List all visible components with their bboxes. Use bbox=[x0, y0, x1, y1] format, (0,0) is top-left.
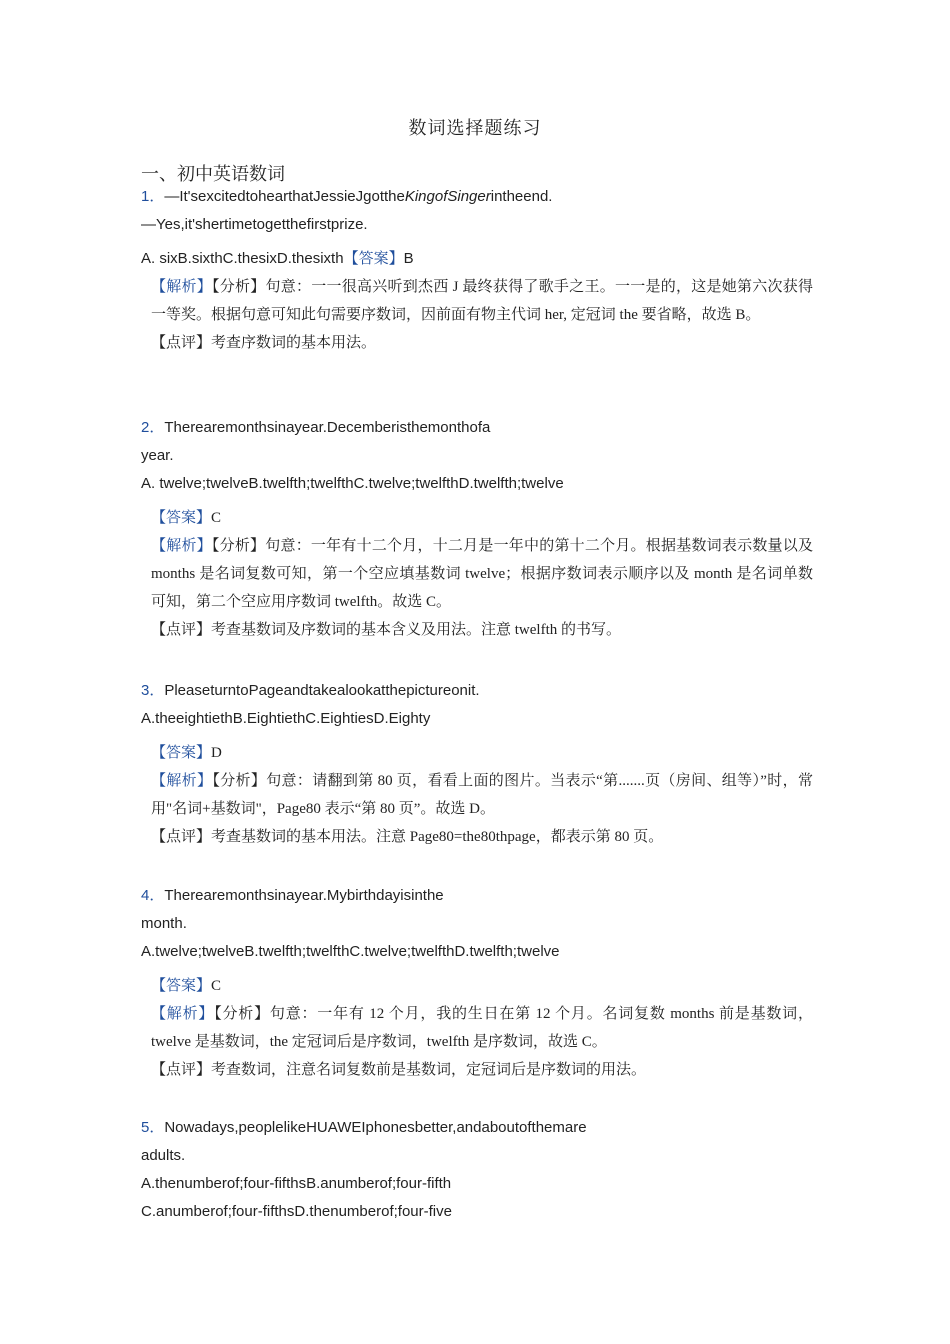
question-3: 3．PleaseturntoPageandtakealookatthepictureonit. A.theeightiethB.EightiethC.EightiesD.Eighty 【答案】D 【解析】【分析】句意：请翻到第 80 页，看看上面的图片。当表示“第.......页（房间、组等）”时，常用"名词+基数词"，Page80 表示“第 80 页”。故选 D。 【点评】考查基数词的基本用法。注意 Page80=the80thpage，都表示第 80 页。 bbox=[141, 677, 813, 851]
question-number: 1． bbox=[141, 188, 165, 205]
analysis: 【解析】【分析】句意：请翻到第 80 页，看看上面的图片。当表示“第.......页（房间、组等）”时，常用"名词+基数词"，Page80 表示“第 80 页”。故选 D。 bbox=[151, 773, 813, 817]
section-heading: 一、初中英语数词 bbox=[141, 164, 285, 184]
question-2: 2．Therearemonthsinayear.Decemberisthemonthofa year. A. twelve;twelveB.twelfth;twelfthC.twelve;twelfthD.twelfth;twelve 【答案】C 【解析】【分析】句意：一年有十二个月，十二月是一年中的第十二个月。根据基数词表示数量以及 months 是名词复数可知，第一个空应填基数词 twelve；根据序数词表示顺序以及 month 是名词单数可知，第二个空应用序数词 twelfth。故选 C。 【点评】考查基数词及序数词的基本含义及用法。注意 twelfth 的书写。 bbox=[141, 414, 813, 644]
review: 【点评】考查基数词及序数词的基本含义及用法。注意 twelfth 的书写。 bbox=[151, 622, 622, 638]
options: A.theeightiethB.EightiethC.EightiesD.Eighty bbox=[141, 710, 431, 727]
question-number: 4． bbox=[141, 887, 165, 904]
question-number: 5． bbox=[141, 1119, 165, 1136]
question-5: 5．Nowadays,peoplelikeHUAWEIphonesbetter,andaboutofthemare adults. A.thenumberof;four-fifthsB.anumberof;four-fifth C.anumberof;four-fifthsD.thenumberof;four-five bbox=[141, 1114, 813, 1226]
answer: 【答案】C bbox=[151, 510, 222, 526]
options: A.twelve;twelveB.twelfth;twelfthC.twelve;twelfthD.twelfth;twelve bbox=[141, 943, 560, 960]
answer: 【答案】D bbox=[151, 745, 222, 761]
options: C.anumberof;four-fifthsD.thenumberof;four-five bbox=[141, 1203, 452, 1220]
review: 【点评】考查序数词的基本用法。 bbox=[151, 335, 377, 351]
question-1: 1．—It'sexcitedtohearthatJessieJgottheKingofSingerintheend. —Yes,it'shertimetogetthefirstprize. A. sixB.sixthC.thesixD.thesixth【答案】B 【解析】【分析】句意：一一很高兴听到杰西 J 最终获得了歌手之王。一一是的，这是她第六次获得一等奖。根据句意可知此句需要序数词，因前面有物主代词 her, 定冠词 the 要省略，故选 B。 【点评】考查序数词的基本用法。 bbox=[141, 183, 813, 357]
question-number: 2． bbox=[141, 419, 165, 436]
review: 【点评】考查数词，注意名词复数前是基数词，定冠词后是序数词的用法。 bbox=[151, 1062, 647, 1078]
options: A. twelve;twelveB.twelfth;twelfthC.twelve;twelfthD.twelfth;twelve bbox=[141, 475, 564, 492]
answer: 【答案】C bbox=[151, 978, 222, 994]
options: A.thenumberof;four-fifthsB.anumberof;four-fifth bbox=[141, 1175, 452, 1192]
question-number: 3． bbox=[141, 682, 165, 699]
analysis: 【解析】【分析】句意：一一很高兴听到杰西 J 最终获得了歌手之王。一一是的，这是她第六次获得一等奖。根据句意可知此句需要序数词，因前面有物主代词 her, 定冠词 the 要省略，故选 B。 bbox=[151, 279, 813, 323]
options: A. sixB.sixthC.thesixD.thesixth【答案】B bbox=[141, 250, 414, 267]
page-title: 数词选择题练习 bbox=[408, 118, 542, 138]
review: 【点评】考查基数词的基本用法。注意 Page80=the80thpage，都表示第 80 页。 bbox=[151, 829, 664, 845]
analysis: 【解析】【分析】句意：一年有 12 个月，我的生日在第 12 个月。名词复数 months 前是基数词，twelve 是基数词，the 定冠词后是序数词，twelfth 是序数词，故选 C。 bbox=[151, 1006, 813, 1050]
question-4: 4．Therearemonthsinayear.Mybirthdayisinthe month. A.twelve;twelveB.twelfth;twelfthC.twelve;twelfthD.twelfth;twelve 【答案】C 【解析】【分析】句意：一年有 12 个月，我的生日在第 12 个月。名词复数 months 前是基数词，twelve 是基数词，the 定冠词后是序数词，twelfth 是序数词，故选 C。 【点评】考查数词，注意名词复数前是基数词，定冠词后是序数词的用法。 bbox=[141, 882, 813, 1084]
analysis: 【解析】【分析】句意：一年有十二个月，十二月是一年中的第十二个月。根据基数词表示数量以及 months 是名词复数可知，第一个空应填基数词 twelve；根据序数词表示顺序以及 month 是名词单数可知，第二个空应用序数词 twelfth。故选 C。 bbox=[151, 538, 813, 610]
